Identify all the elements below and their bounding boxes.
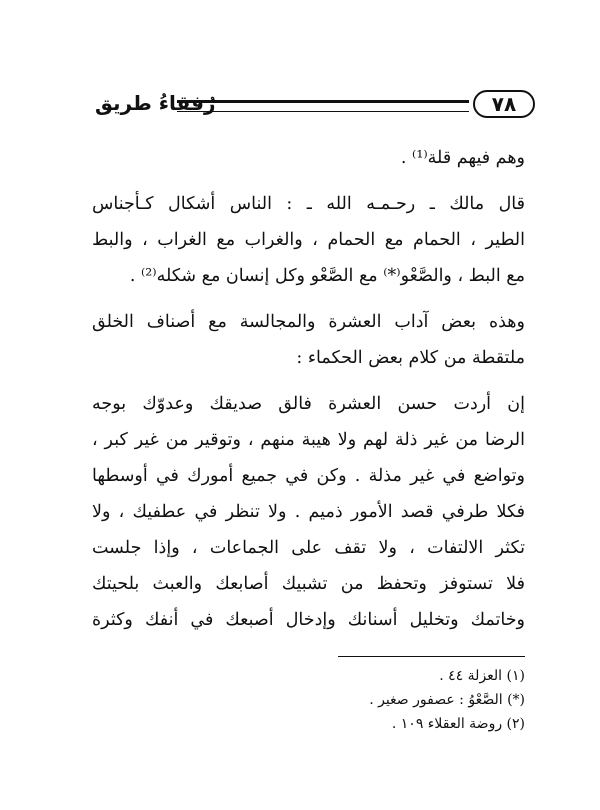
footnote: (١) العزلة ٤٤ . xyxy=(439,668,525,684)
footnote-separator xyxy=(338,656,525,657)
text-line: إن أردت حسن العشرة فالق صديقك وعدوّك بوجه xyxy=(92,394,525,414)
text-line: ملتقطة من كلام بعض الحكماء : xyxy=(296,348,525,368)
text-line: وهذه بعض آداب العشرة والمجالسة مع أصناف الخلق xyxy=(92,312,525,332)
body-text xyxy=(92,140,525,638)
footnotes xyxy=(250,664,525,736)
text-line: تكثر الالتفات ، ولا تقف على الجماعات ، وإذا جلست xyxy=(92,538,525,558)
book-title: رُفقاءُ طريق xyxy=(95,91,216,115)
text-line: الرضا من غير ذلة لهم ولا هيبة منهم ، وتوقير من غير كبر ، xyxy=(92,430,525,450)
text-line: فلا تستوفز وتحفظ من تشبيك أصابعك والعبث بلحيتك xyxy=(92,574,525,594)
text-line: قال مالك ـ رحـمـه الله ـ : الناس أشكال كـأجناس xyxy=(92,194,525,214)
page-number: ٧٨ xyxy=(473,90,535,118)
text-line: وهم فيهم قلة⁽¹⁾ . xyxy=(400,148,525,168)
running-header xyxy=(95,88,535,122)
text-line: وتواضع في غير مذلة . وكن في جميع أمورك في أوسطها xyxy=(92,466,525,486)
text-line: مع البط ، والصَّعْو⁽*⁾ مع الصَّعْو وكل إنسان مع شكله⁽²⁾ . xyxy=(129,266,525,286)
text-line: فكلا طرفي قصد الأمور ذميم . ولا تنظر في عطفيك ، ولا xyxy=(92,502,525,522)
text-line: وخاتمك وتخليل أسنانك وإدخال أصبعك في أنفك وكثرة xyxy=(92,610,525,630)
header-rule xyxy=(177,100,469,112)
text-line: الطير ، الحمام مع الحمام ، والغراب مع الغراب ، والبط xyxy=(92,230,525,250)
footnote: (٢) روضة العقلاء ١٠٩ . xyxy=(391,716,525,732)
footnote: (*) الصَّعْوُ : عصفور صغير . xyxy=(369,692,525,708)
